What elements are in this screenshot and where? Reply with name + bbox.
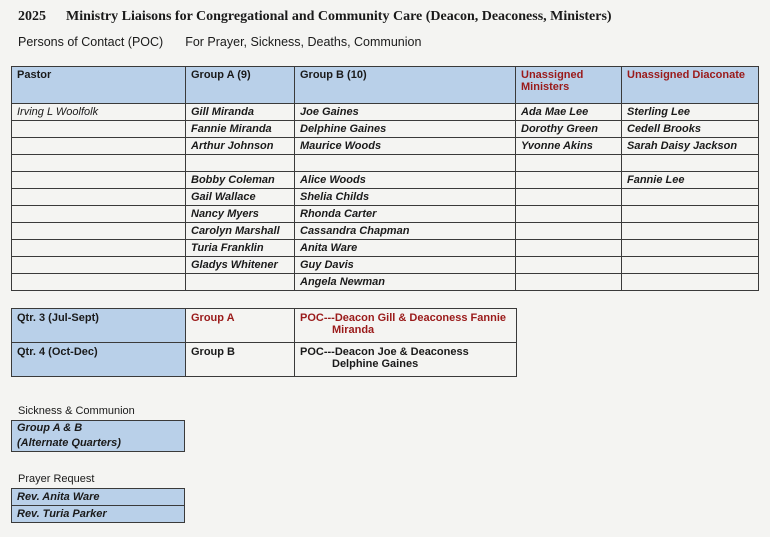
table-cell: Dorothy Green [516, 121, 622, 138]
quarter-group: Group B [186, 343, 295, 377]
subtitle-purpose: For Prayer, Sickness, Deaths, Communion [185, 35, 422, 49]
table-cell: Alice Woods [295, 172, 516, 189]
table-cell [12, 155, 186, 172]
table-cell: Sarah Daisy Jackson [622, 138, 759, 155]
table-cell: Delphine Gaines [295, 121, 516, 138]
table-cell: Gladys Whitener [186, 257, 295, 274]
table-cell [295, 155, 516, 172]
sickness-table [11, 420, 185, 452]
column-header: Pastor [12, 67, 186, 104]
column-header: Group A (9) [186, 67, 295, 104]
table-cell: Shelia Childs [295, 189, 516, 206]
table-cell [516, 172, 622, 189]
table-cell [12, 206, 186, 223]
table-cell: Gail Wallace [186, 189, 295, 206]
table-cell: Guy Davis [295, 257, 516, 274]
table-cell: Maurice Woods [295, 138, 516, 155]
poc-line: Delphine Gaines [332, 358, 419, 370]
table-cell: Angela Newman [295, 274, 516, 291]
table-row [12, 223, 759, 240]
column-header: Unassigned Diaconate [622, 67, 759, 104]
sickness-cell [12, 421, 185, 452]
table-cell [622, 155, 759, 172]
prayer-row [12, 506, 185, 523]
quarter-row [12, 309, 517, 343]
table-cell: Cassandra Chapman [295, 223, 516, 240]
table-cell: Gill Miranda [186, 104, 295, 121]
table-cell [516, 240, 622, 257]
table-row [12, 155, 759, 172]
table-cell: Turia Franklin [186, 240, 295, 257]
prayer-label: Prayer Request [18, 473, 95, 485]
table-cell [516, 206, 622, 223]
quarter-group: Group A [186, 309, 295, 343]
table-cell [516, 189, 622, 206]
table-row [12, 189, 759, 206]
table-cell [186, 274, 295, 291]
prayer-item: Rev. Turia Parker [12, 506, 185, 523]
table-cell: Sterling Lee [622, 104, 759, 121]
table-cell [516, 274, 622, 291]
table-row [12, 172, 759, 189]
prayer-row [12, 489, 185, 506]
table-cell: Irving L Woolfolk [12, 104, 186, 121]
table-row [12, 206, 759, 223]
table-cell [12, 240, 186, 257]
liaison-table [11, 66, 759, 291]
table-cell [12, 257, 186, 274]
title-year: 2025 [18, 9, 46, 24]
table-row [12, 138, 759, 155]
table-cell [12, 121, 186, 138]
sickness-row [12, 421, 185, 452]
column-header: Group B (10) [295, 67, 516, 104]
sickness-line: (Alternate Quarters) [17, 437, 121, 449]
prayer-item: Rev. Anita Ware [12, 489, 185, 506]
table-cell [516, 257, 622, 274]
table-cell: Yvonne Akins [516, 138, 622, 155]
table-cell [186, 155, 295, 172]
prayer-table [11, 488, 185, 523]
page-title [18, 9, 612, 25]
table-cell [12, 223, 186, 240]
table-cell: Joe Gaines [295, 104, 516, 121]
poc-line: POC---Deacon Joe & Deaconess [300, 346, 469, 358]
poc-line: POC---Deacon Gill & Deaconess Fannie [300, 312, 506, 324]
table-cell: Fannie Lee [622, 172, 759, 189]
table-cell: Ada Mae Lee [516, 104, 622, 121]
poc-line: Miranda [332, 324, 375, 336]
quarter-poc [295, 309, 517, 343]
table-cell: Bobby Coleman [186, 172, 295, 189]
title-text: Ministry Liaisons for Congregational and Community Care (Deacon, Deaconess, Ministers) [66, 9, 612, 24]
table-cell [622, 274, 759, 291]
quarter-poc [295, 343, 517, 377]
table-row [12, 240, 759, 257]
quarter-row [12, 343, 517, 377]
table-cell [622, 223, 759, 240]
table-row [12, 257, 759, 274]
table-cell [12, 189, 186, 206]
table-cell: Anita Ware [295, 240, 516, 257]
quarter-label: Qtr. 4 (Oct-Dec) [12, 343, 186, 377]
quarter-table [11, 308, 517, 377]
table-cell: Cedell Brooks [622, 121, 759, 138]
quarter-label: Qtr. 3 (Jul-Sept) [12, 309, 186, 343]
table-cell [516, 223, 622, 240]
column-header: Unassigned Ministers [516, 67, 622, 104]
table-cell: Nancy Myers [186, 206, 295, 223]
table-cell [622, 257, 759, 274]
table-cell: Fannie Miranda [186, 121, 295, 138]
table-row [12, 104, 759, 121]
table-row [12, 121, 759, 138]
table-cell: Arthur Johnson [186, 138, 295, 155]
table-header-row [12, 67, 759, 104]
table-cell [622, 206, 759, 223]
table-cell [516, 155, 622, 172]
subtitle-poc: Persons of Contact (POC) [18, 35, 164, 49]
sickness-line: Group A & B [17, 422, 83, 434]
table-cell [12, 274, 186, 291]
table-row [12, 274, 759, 291]
table-cell: Rhonda Carter [295, 206, 516, 223]
page-subtitle [18, 35, 421, 49]
table-body [12, 104, 759, 291]
table-cell [12, 172, 186, 189]
table-cell [622, 189, 759, 206]
table-cell [12, 138, 186, 155]
table-cell: Carolyn Marshall [186, 223, 295, 240]
table-cell [622, 240, 759, 257]
sickness-label: Sickness & Communion [18, 405, 135, 417]
